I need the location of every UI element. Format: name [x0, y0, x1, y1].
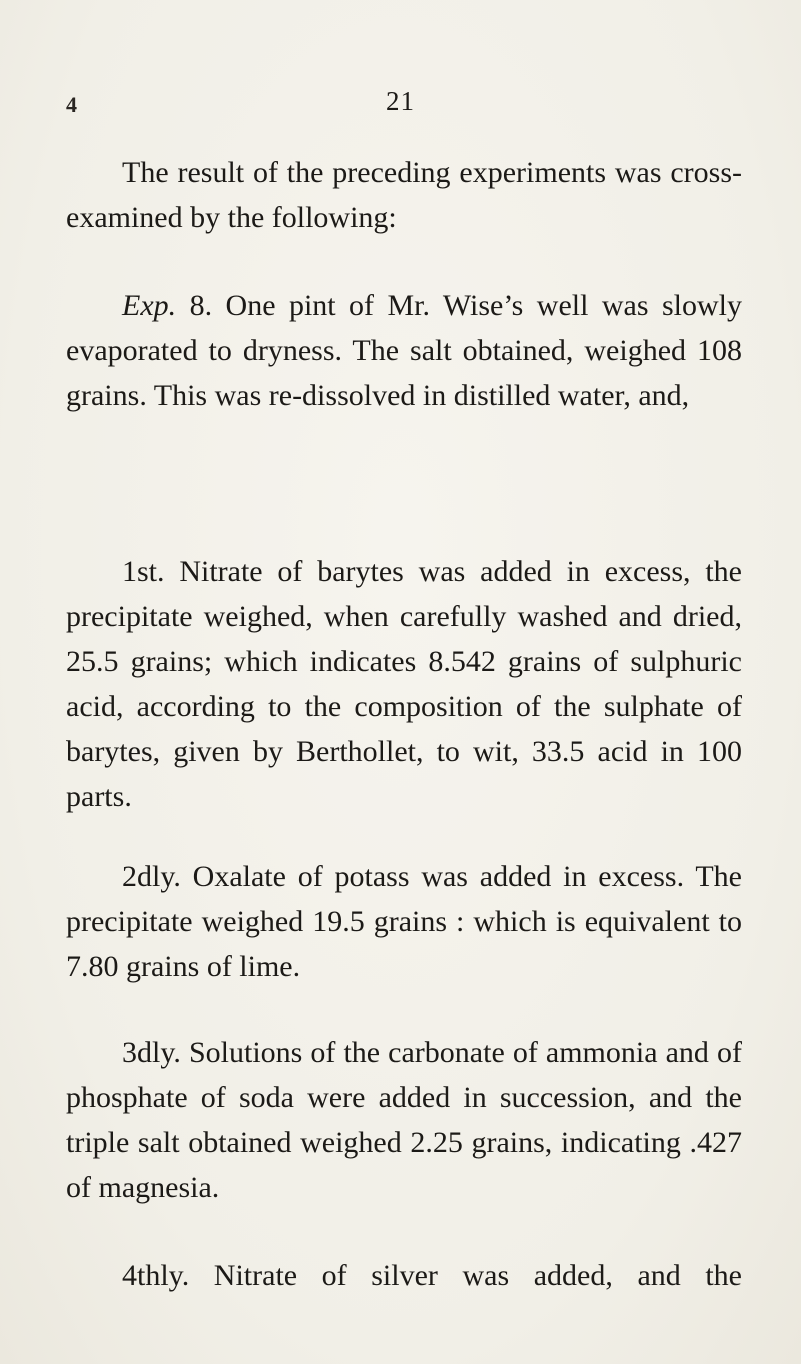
page-number: 21 — [386, 86, 415, 116]
paragraph-first-test — [66, 549, 742, 819]
paragraph-third-test-text: 3dly. Solutions of the carbonate of ammonia and of phosphate of soda were added in succession, and the triple salt obtained weighed 2.25 grains, indicating .427 of magnesia. — [66, 1036, 742, 1204]
paragraph-second-test-text: 2dly. Oxalate of potass was added in excess. The precipitate weighed 19.5 grains : which is equivalent to 7.80 grains of lime. — [66, 860, 742, 983]
exp-label: Exp. — [122, 289, 177, 322]
paragraph-third-test — [66, 1030, 742, 1210]
paragraph-second-test — [66, 854, 742, 989]
paragraph-exp-8-text: 8. One pint of Mr. Wise’s well was slowly evaporated to dryness. The salt obtained, weighed 108 grains. This was re-dissolved in distilled water, and, — [66, 289, 742, 412]
paragraph-exp-8 — [66, 283, 742, 418]
margin-mark: 4 — [66, 92, 77, 117]
paragraph-intro — [66, 150, 742, 240]
paragraph-fourth-test-text: 4thly. Nitrate of silver was added, and the — [122, 1259, 742, 1292]
paragraph-first-test-text: 1st. Nitrate of barytes was added in excess, the precipitate weighed, when carefully washed and dried, 25.5 grains; which indicates 8.542 grains of sulphuric acid, according to the composition of the sulphate of barytes, given by Berthollet, to wit, 33.5 acid in 100 parts. — [66, 555, 742, 813]
paragraph-fourth-test — [66, 1253, 742, 1298]
paragraph-intro-text: The result of the preceding experiments was cross-examined by the following: — [66, 156, 742, 234]
